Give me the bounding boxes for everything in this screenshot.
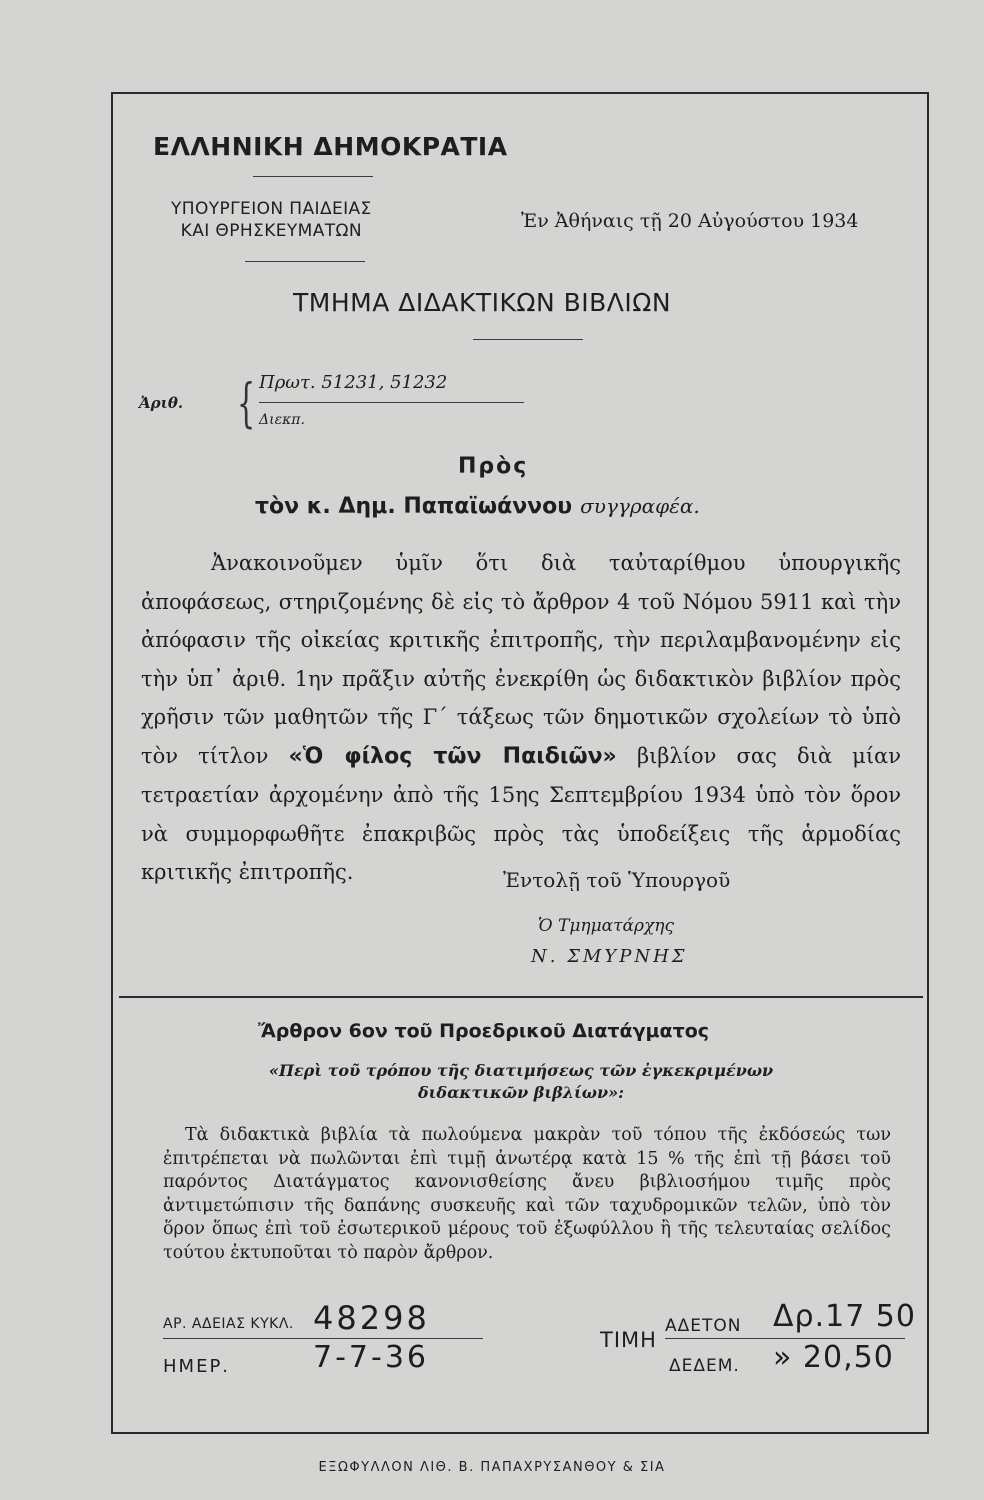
article-title: Ἄρθρον 6ον τοῦ Προεδρικοῦ Διατάγματος	[258, 1020, 710, 1042]
printer-credit: ΕΞΩΦΥΛΛΟΝ ΛΙΘ. Β. ΠΑΠΑΧΡΥΣΑΝΘΟΥ & ΣΙΑ	[318, 1460, 666, 1475]
recipient-name: τὸν κ. Δημ. Παπαϊωάννου	[255, 494, 573, 519]
bound-label: ΔΕΔΕΜ.	[669, 1356, 740, 1376]
divider	[259, 402, 524, 403]
divider	[253, 176, 373, 177]
document-frame	[111, 92, 929, 1434]
ministry-name	[171, 198, 372, 242]
bound-price: » 20,50	[773, 1340, 894, 1375]
unbound-price: Δρ.17 50	[773, 1299, 916, 1334]
signature-order: Ἐντολῇ τοῦ Ὑπουργοῦ	[503, 868, 731, 892]
date-value: 7-7-36	[313, 1340, 429, 1375]
book-title: «Ὁ φίλος τῶν Παιδιῶν»	[288, 743, 617, 769]
body-part1: Ἀνακοινοῦμεν ὑμῖν ὅτι διὰ ταὐταρίθμου ὑπουργικῆς ἀποφάσεως, στηριζομένης δὲ εἰς τὸ ἄρθρον 4 τοῦ Νόμου 5911 καὶ τὴν ἀπόφασιν τῆς οἰκείας κριτικῆς ἐπιτροπῆς, τὴν περιλαμβανομένην εἰς τὴν ὑπ᾿ ἀριθ. 1ην πρᾶξιν αὐτῆς ἐνεκρίθη ὡς διδακτικὸν βιβλίον πρὸς χρῆσιν τῶν μαθητῶν τῆς Γ΄ τάξεως τῶν δημοτικῶν σχολείων τὸ ὑπὸ τὸν τίτλον	[141, 551, 901, 768]
reference-label: Ἀριθ.	[139, 394, 184, 412]
ministry-line2: ΚΑΙ ΘΡΗΣΚΕΥΜΑΤΩΝ	[180, 221, 363, 241]
ministry-line1: ΥΠΟΥΡΓΕΙΟΝ ΠΑΙΔΕΙΑΣ	[171, 199, 372, 219]
place-date: Ἐν Ἀθήναις τῇ 20 Αὐγούστου 1934	[521, 210, 859, 232]
divider	[245, 261, 365, 262]
divider	[665, 1338, 905, 1339]
license-label: ΑΡ. ΑΔΕΙΑΣ ΚΥΚΛ.	[163, 1316, 294, 1332]
signature-name: Ν. ΣΜΥΡΝΗΣ	[531, 946, 688, 967]
article-text: Τὰ διδακτικὰ βιβλία τὰ πωλούμενα μακρὰν τοῦ τόπου τῆς ἐκδόσεώς των ἐπιτρέπεται νὰ πωλῶνται ἐπὶ τιμῇ ἀνωτέρᾳ κατὰ 15 % τῆς ἐπὶ τῇ βάσει τοῦ παρόντος Διατάγματος κανονισθείσης ἄνευ βιβλιοσήμου τιμῆς πρὸς ἀντιμετώπισιν τῆς δαπάνης συσκευῆς καὶ τῶν ταχυδρομικῶν τελῶν, ὑπὸ τὸν ὅρον ὅπως ἐπὶ τοῦ ἐσωτερικοῦ μέρους τοῦ ἐξωφύλλου ἢ τῆς τελευταίας σελίδος τούτου ἐκτυποῦται τὸ παρὸν ἄρθρον.	[163, 1125, 891, 1263]
protocol-number: Πρωτ. 51231, 51232	[259, 372, 448, 393]
brace-glyph: {	[237, 374, 256, 434]
diekp-label: Διεκπ.	[259, 412, 305, 428]
date-label: ΗΜΕΡ.	[163, 1356, 231, 1377]
signature-title: Ὁ Τμηματάρχης	[538, 916, 674, 936]
department-heading: ΤΜΗΜΑ ΔΙΔΑΚΤΙΚΩΝ ΒΙΒΛΙΩΝ	[293, 288, 672, 317]
section-divider	[119, 996, 923, 998]
recipient-role: συγγραφέα.	[580, 494, 700, 518]
license-number: 48298	[313, 1299, 430, 1337]
divider	[163, 1338, 483, 1339]
article-subtitle: «Περὶ τοῦ τρόπου τῆς διατιμήσεως τῶν ἐγκεκριμένων διδακτικῶν βιβλίων»:	[268, 1061, 774, 1102]
to-heading: Πρὸς	[458, 454, 529, 479]
divider	[473, 339, 583, 340]
unbound-label: ΑΔΕΤΟΝ	[665, 1316, 742, 1336]
recipient	[255, 494, 700, 519]
letter-body	[141, 544, 901, 892]
body-part2: βιβλίον σας διὰ μίαν τετραετίαν ἀρχομένην ἀπὸ τῆς 15ης Σεπτεμβρίου 1934 ὑπὸ τὸν ὅρον νὰ συμμορφωθῆτε ἐπακριβῶς πρὸς τὰς ὑποδείξεις τῆς ἁρμοδίας κριτικῆς ἐπιτροπῆς.	[141, 743, 902, 884]
republic-heading: ΕΛΛΗΝΙΚΗ ΔΗΜΟΚΡΑΤΙΑ	[153, 132, 508, 161]
price-label: ΤΙΜΗ	[600, 1328, 657, 1352]
